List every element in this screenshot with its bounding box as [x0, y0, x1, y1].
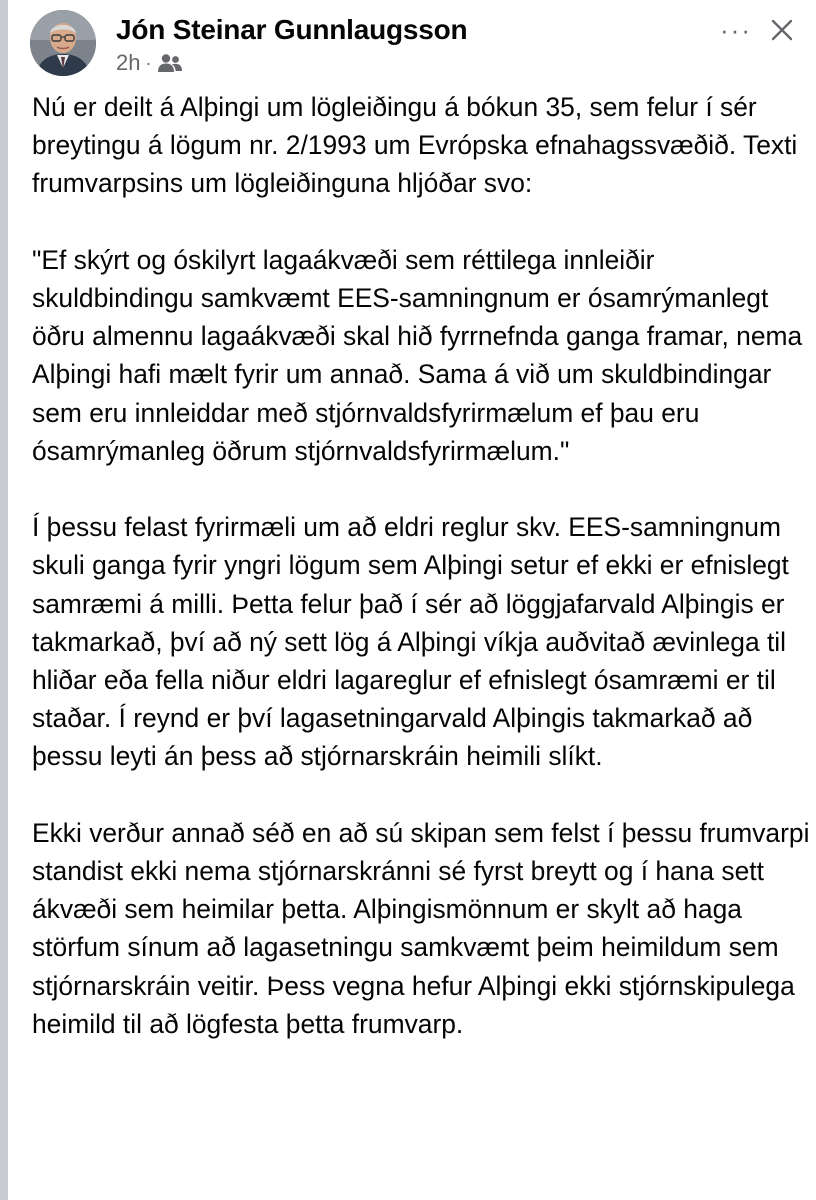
header-actions	[716, 12, 802, 48]
post-paragraph: "Ef skýrt og óskilyrt lagaákvæði sem réttilega innleiðir skuldbindingu samkvæmt EES-samningnum er ósamrýmanlegt öðru almennu lagaákvæði skal hið fyrrnefnda ganga framar, nema Alþingi hafi mælt fyrir um annað. Sama á við um skuldbindingar sem eru innleiddar með stjórnvaldsfyrirmælum ef þau eru ósamrýmanleg öðrum stjórnvaldsfyrirmælum."	[32, 244, 803, 466]
meta-separator: ·	[145, 52, 152, 73]
post-paragraph: Ekki verður annað séð en að sú skipan sem felst í þessu frumvarpi standist ekki nema stjórnarskránni sé fyrst breytt og í hana sett ákvæði sem heimilar þetta. Alþingismönnum er skylt að haga störfum sínum að lagasetningu samkvæmt þeim heimildum sem stjórnarskráin veitir. Þess vegna hefur Alþingi ekki stjórnskipulega heimild til að lögfesta þetta frumvarp.	[32, 817, 810, 1039]
post-header	[30, 10, 800, 80]
left-edge-divider	[0, 0, 8, 1200]
post-body	[32, 88, 810, 1081]
author-name[interactable]: Jón Steinar Gunnlaugsson	[116, 14, 468, 45]
post-paragraph: Nú er deilt á Alþingi um lögleiðingu á bókun 35, sem felur í sér breytingu á lögum nr. 2/1993 um Evrópska efnahagssvæðið. Texti frumvarpsins um lögleiðinguna hljóðar svo:	[32, 92, 798, 199]
more-options-button[interactable]	[716, 12, 756, 48]
post-time[interactable]: 2h	[116, 50, 141, 75]
close-icon	[770, 18, 794, 42]
author-avatar[interactable]	[30, 10, 96, 76]
facebook-post	[8, 0, 816, 1200]
avatar-photo	[30, 10, 96, 76]
post-paragraph: Í þessu felast fyrirmæli um að eldri reglur skv. EES-samningnum skuli ganga fyrir yngri lögum sem Alþingi setur ef ekki er efnislegt samræmi á milli. Þetta felur það í sér að löggjafarvald Alþingis er takmarkað, því að ný sett lög á Alþingi víkja auðvitað ævinlega til hliðar eða fella niður eldri lagareglur ef efnislegt ósamræmi er til staðar. Í reynd er því lagasetningarvald Alþingis takmarkað að þessu leyti án þess að stjórnarskráin heimili slíkt.	[32, 512, 789, 772]
more-horizontal-icon: ···	[720, 14, 752, 45]
close-post-button[interactable]	[762, 12, 802, 48]
friends-icon[interactable]	[157, 53, 183, 73]
post-meta	[116, 50, 183, 76]
